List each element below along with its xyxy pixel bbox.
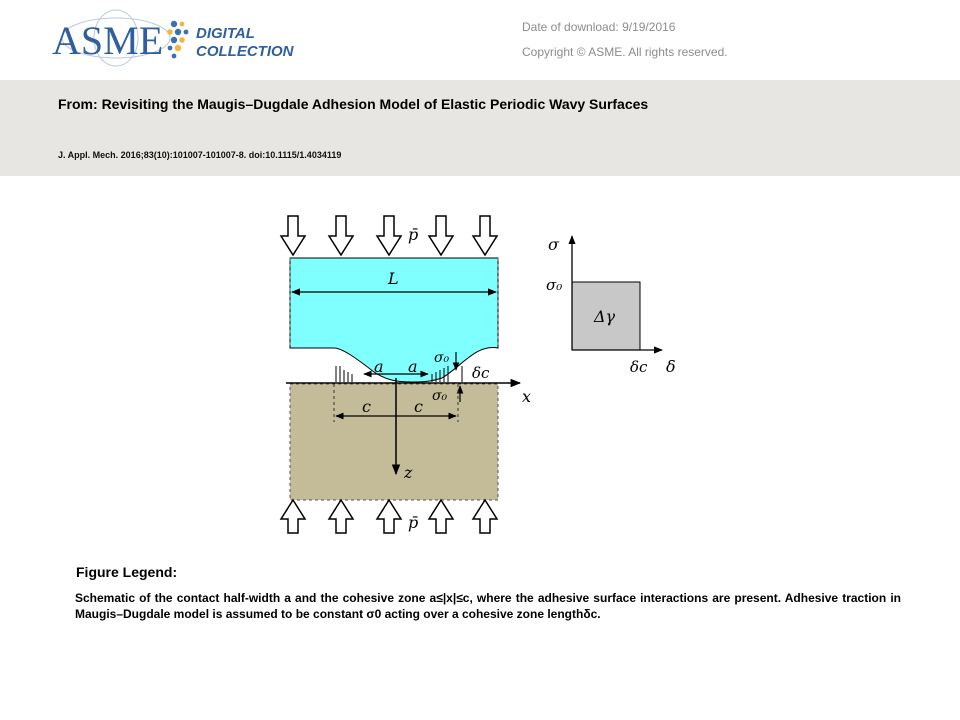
label-a-right: a xyxy=(408,357,418,376)
asme-digital-collection-logo xyxy=(46,8,326,70)
figure-legend-title: Figure Legend: xyxy=(76,564,178,580)
article-title xyxy=(58,96,648,112)
page-header xyxy=(0,0,960,80)
label-c-left: c xyxy=(362,397,371,416)
figure-legend-text: Schematic of the contact half-width a and the cohesive zone a≤|x|≤c, where the adhesive surface interactions are present. Adhesive traction in Maugis–Dugdale model is assumed to be constant σ0 acting over a cohesive zone lengthδc. xyxy=(75,591,901,621)
article-title-text: Revisiting the Maugis–Dugdale Adhesion Model of Elastic Periodic Wavy Surfaces xyxy=(101,96,649,112)
label-z-axis: z xyxy=(404,463,413,482)
up-arrow-icon xyxy=(329,500,353,533)
download-date xyxy=(522,20,675,34)
substrate xyxy=(290,384,498,500)
top-load-arrows xyxy=(281,216,497,255)
up-arrow-icon xyxy=(377,500,401,533)
graph-label-sigma0: σ₀ xyxy=(546,276,563,294)
up-arrow-icon xyxy=(281,500,305,533)
article-info-band xyxy=(0,80,960,176)
down-arrow-icon xyxy=(429,216,453,255)
download-date-label: Date of download: xyxy=(522,20,619,34)
logo-line2: COLLECTION xyxy=(196,43,294,60)
label-c-right: c xyxy=(414,397,423,416)
graph-label-sigma: σ xyxy=(548,235,559,254)
down-arrow-icon xyxy=(329,216,353,255)
label-a-left: a xyxy=(374,357,384,376)
cohesive-traction-left xyxy=(336,366,352,382)
down-arrow-icon xyxy=(377,216,401,255)
download-date-value: 9/19/2016 xyxy=(622,20,676,34)
label-sigma0-lower: σ₀ xyxy=(432,388,448,404)
graph-label-delta: δ xyxy=(666,357,676,376)
dots-mark-icon xyxy=(167,21,188,59)
logo-wordmark: ASME xyxy=(52,18,164,63)
down-arrow-icon xyxy=(473,216,497,255)
bottom-load-arrows xyxy=(281,500,497,533)
logo-line1: DIGITAL xyxy=(196,25,255,42)
label-p-top: p̄ xyxy=(408,225,419,244)
article-citation: J. Appl. Mech. 2016;83(10):101007-101007-8. doi:10.1115/1.4034119 xyxy=(58,150,342,160)
up-arrow-icon xyxy=(429,500,453,533)
up-arrow-icon xyxy=(473,500,497,533)
label-sigma0-upper: σ₀ xyxy=(434,350,450,366)
label-delta-c: δc xyxy=(472,364,490,382)
down-arrow-icon xyxy=(281,216,305,255)
traction-separation-graph xyxy=(546,235,676,376)
label-x-axis: x xyxy=(522,387,532,406)
graph-label-delta-c: δc xyxy=(630,358,648,376)
from-label: From: xyxy=(58,96,98,112)
copyright-notice: Copyright © ASME. All rights reserved. xyxy=(522,45,728,59)
label-L: L xyxy=(388,269,399,288)
figure-diagram xyxy=(276,206,696,534)
graph-label-area: Δγ xyxy=(594,307,616,326)
label-p-bottom: p̄ xyxy=(408,513,419,532)
